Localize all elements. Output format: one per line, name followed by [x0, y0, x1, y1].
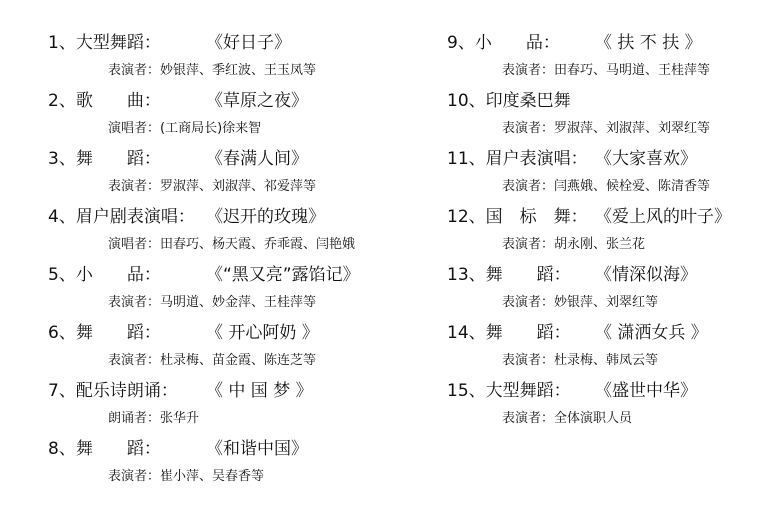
performer-names: 杜录梅、苗金霞、陈连芝等 — [160, 353, 317, 368]
program-work-title: 《 开心阿奶 》 — [206, 323, 319, 343]
performer-label: 演唱者： — [108, 121, 161, 136]
program-title-line — [48, 378, 428, 404]
program-item — [48, 436, 428, 494]
program-column-right — [447, 30, 767, 436]
program-category: 眉户剧表演唱： — [75, 207, 195, 227]
performer-names: 崔小萍、吴春香等 — [160, 469, 265, 484]
program-item — [447, 320, 767, 378]
performer-names: 张华升 — [160, 411, 200, 426]
program-item — [48, 30, 428, 88]
performer-label: 表演者： — [108, 295, 161, 310]
program-number: 8、 — [48, 439, 76, 459]
program-number: 5、 — [48, 265, 76, 285]
program-category: 舞 蹈： — [75, 439, 161, 459]
performer-names: 马明道、妙金萍、王桂萍等 — [160, 295, 317, 310]
program-category: 小 品： — [75, 265, 161, 285]
performer-label: 表演者： — [502, 121, 555, 136]
performer-names: 田春巧、杨天霞、乔乖霞、闫艳娥 — [160, 237, 356, 252]
program-number: 10、 — [447, 91, 486, 111]
performer-line — [447, 409, 767, 429]
program-category: 舞 蹈： — [485, 323, 571, 343]
program-item — [48, 88, 428, 146]
program-number: 15、 — [447, 381, 486, 401]
program-item — [447, 262, 767, 320]
program-item — [447, 378, 767, 436]
performer-label: 朗诵者： — [108, 411, 161, 426]
performer-label: 表演者： — [502, 411, 555, 426]
program-number: 7、 — [48, 381, 76, 401]
performer-names: 田春巧、马明道、王桂萍等 — [554, 63, 711, 78]
program-title-line — [48, 436, 428, 462]
program-category: 舞 蹈： — [75, 149, 161, 169]
program-number: 6、 — [48, 323, 76, 343]
performer-line — [447, 61, 767, 81]
performer-line — [48, 61, 428, 81]
performer-label: 表演者： — [502, 353, 555, 368]
program-number: 9、 — [447, 33, 475, 53]
program-number: 11、 — [447, 149, 486, 169]
program-work-title: 《和谐中国》 — [206, 439, 308, 459]
program-title-line — [447, 204, 767, 230]
program-category: 舞 蹈： — [485, 265, 571, 285]
program-item — [447, 30, 767, 88]
program-work-title: 《迟开的玫瑰》 — [206, 207, 325, 227]
program-title-line — [48, 262, 428, 288]
program-work-title: 《 潇洒女兵 》 — [595, 323, 708, 343]
program-number: 13、 — [447, 265, 486, 285]
program-work-title: 《大家喜欢》 — [595, 149, 697, 169]
performer-label: 表演者： — [502, 179, 555, 194]
performer-names: 杜录梅、韩凤云等 — [554, 353, 659, 368]
program-column-left — [48, 30, 428, 494]
performer-names: 妙银萍、季红波、王玉凤等 — [160, 63, 317, 78]
program-work-title: 《 扶 不 扶 》 — [595, 33, 702, 53]
program-item — [48, 262, 428, 320]
program-title-line — [48, 320, 428, 346]
performer-label: 表演者： — [108, 469, 161, 484]
program-title-line — [447, 88, 767, 114]
program-number: 2、 — [48, 91, 76, 111]
program-number: 1、 — [48, 33, 76, 53]
program-work-title: 《 中 国 梦 》 — [206, 381, 313, 401]
program-work-title: 《爱上风的叶子》 — [595, 207, 731, 227]
program-number: 14、 — [447, 323, 486, 343]
program-title-line — [447, 30, 767, 56]
program-title-line — [48, 88, 428, 114]
program-number: 12、 — [447, 207, 486, 227]
program-item — [447, 204, 767, 262]
program-item — [447, 88, 767, 146]
program-category: 大型舞蹈： — [485, 381, 571, 401]
program-category: 小 品： — [474, 33, 560, 53]
program-title-line — [447, 378, 767, 404]
program-category: 配乐诗朗诵： — [75, 381, 178, 401]
program-number: 3、 — [48, 149, 76, 169]
performer-line — [447, 119, 767, 139]
performer-names: 全体演职人员 — [554, 411, 633, 426]
program-work-title: 《盛世中华》 — [595, 381, 697, 401]
performer-line — [447, 351, 767, 371]
performer-names: 胡永刚、张兰花 — [554, 237, 646, 252]
performer-label: 表演者： — [502, 63, 555, 78]
performer-line — [48, 467, 428, 487]
performer-names: 闫燕娥、候栓爱、陈清香等 — [554, 179, 711, 194]
program-item — [447, 146, 767, 204]
program-work-title: 《“黑又亮”露馅记》 — [206, 265, 360, 285]
program-category: 国 标 舞： — [485, 207, 588, 227]
performer-line — [48, 119, 428, 139]
program-category: 舞 蹈： — [75, 323, 161, 343]
program-item — [48, 378, 428, 436]
program-work-title: 《草原之夜》 — [206, 91, 308, 111]
performer-names: (工商局长)徐来智 — [160, 121, 262, 136]
performer-line — [48, 351, 428, 371]
program-category: 歌 曲： — [75, 91, 161, 111]
performer-line — [48, 409, 428, 429]
program-item — [48, 146, 428, 204]
program-title-line — [48, 30, 428, 56]
program-title-line — [447, 146, 767, 172]
program-work-title: 《情深似海》 — [595, 265, 697, 285]
performer-line — [447, 235, 767, 255]
program-number: 4、 — [48, 207, 76, 227]
program-category: 印度桑巴舞 — [485, 91, 571, 111]
performer-line — [447, 293, 767, 313]
performer-names: 罗淑萍、刘淑萍、刘翠红等 — [554, 121, 711, 136]
performer-line — [48, 235, 428, 255]
performer-line — [48, 177, 428, 197]
performer-line — [447, 177, 767, 197]
program-title-line — [48, 204, 428, 230]
performer-label: 演唱者： — [108, 237, 161, 252]
program-item — [48, 204, 428, 262]
program-item — [48, 320, 428, 378]
performer-label: 表演者： — [108, 353, 161, 368]
program-title-line — [447, 262, 767, 288]
program-work-title: 《春满人间》 — [206, 149, 308, 169]
performer-label: 表演者： — [502, 295, 555, 310]
program-title-line — [447, 320, 767, 346]
program-category: 眉户表演唱： — [485, 149, 588, 169]
performer-line — [48, 293, 428, 313]
program-work-title: 《好日子》 — [206, 33, 291, 53]
performer-label: 表演者： — [502, 237, 555, 252]
performer-label: 表演者： — [108, 179, 161, 194]
performer-label: 表演者： — [108, 63, 161, 78]
program-category: 大型舞蹈： — [75, 33, 161, 53]
performer-names: 罗淑萍、刘淑萍、祁爱萍等 — [160, 179, 317, 194]
program-title-line — [48, 146, 428, 172]
performer-names: 妙银萍、刘翠红等 — [554, 295, 659, 310]
